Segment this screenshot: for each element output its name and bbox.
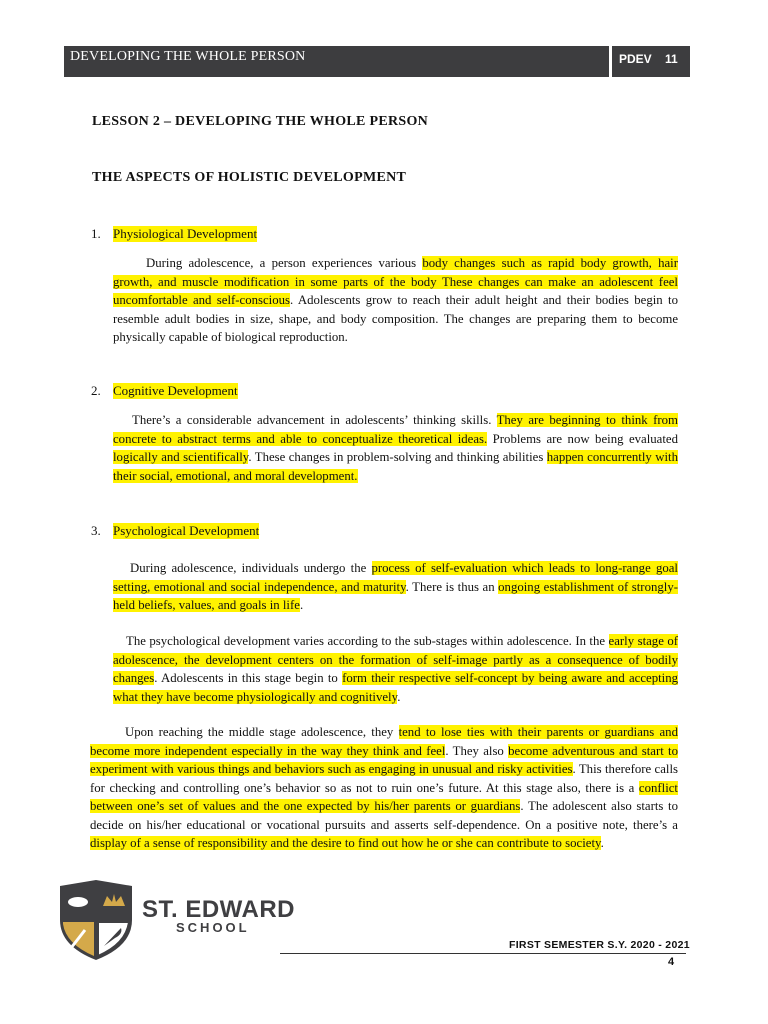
- body-text: . This therefore calls for checking and controlling one’s behavior so as not to ruin one’s future. At this stage also, there is a: [90, 762, 679, 795]
- body-text: .: [299, 598, 304, 612]
- header-divider: [609, 46, 612, 77]
- body-text: . Adolescents grow to reach their adult height and their bodies begin to resemble adult bodies in size, shape, and body composition. The changes are preparing them to become physically capable of biological reproduction.: [113, 293, 678, 344]
- header-bar: [64, 46, 690, 77]
- header-title: DEVELOPING THE WHOLE PERSON: [70, 49, 306, 64]
- section-number: 1.: [91, 226, 101, 241]
- paragraph: [113, 559, 678, 615]
- highlighted-text: tend to lose ties with their parents or guardians and become more independent especially in the way they think and feel: [90, 725, 678, 758]
- body-text: . The adolescent also starts to decide on his/her educational or vocational pursuits and asserts self-dependence. On a positive note, there’s a: [90, 799, 678, 832]
- body-text: . These changes in problem-solving and thinking abilities: [248, 450, 547, 464]
- school-name: ST. EDWARD: [142, 896, 296, 923]
- section-title: Cognitive Development: [113, 383, 238, 398]
- footer-divider: [280, 953, 686, 954]
- paragraph: [113, 632, 678, 706]
- body-text: The psychological development varies according to the sub-stages within adolescence. In the: [126, 634, 609, 648]
- highlighted-text: display of a sense of responsibility and the desire to find out how he or she can contribute to society: [90, 836, 601, 850]
- school-subtitle: SCHOOL: [176, 920, 250, 935]
- highlighted-text: body changes such as rapid body growth, hair growth, and muscle modification in some parts of the body These changes can make an adolescent feel uncomfortable and self-conscious: [113, 256, 678, 307]
- section-number: 3.: [91, 523, 101, 538]
- school-crest-icon: [57, 880, 135, 960]
- body-text: During adolescence, a person experiences various: [146, 256, 423, 270]
- body-text: . There is thus an: [405, 579, 499, 594]
- body-text: . They also: [445, 743, 509, 758]
- highlighted-text: early stage of adolescence, the development centers on the formation of self-image partly as a consequence of bodily changes: [113, 634, 679, 685]
- body-text: Problems are now being evaluated: [487, 431, 678, 446]
- highlighted-text: become adventurous and start to experiment with various things and behaviors such as engaging in unusual and risky activities: [90, 743, 678, 776]
- paragraph: [113, 254, 678, 347]
- highlighted-text: logically and scientifically: [113, 450, 249, 464]
- section-title: Physiological Development: [113, 226, 258, 241]
- paragraph: [113, 411, 678, 485]
- highlighted-text: happen concurrently with their social, emotional, and moral development.: [113, 450, 678, 483]
- highlighted-text: form their respective self-concept by being aware and accepting what they have become physiologically and cognitively: [113, 671, 679, 704]
- paragraph: [90, 723, 678, 853]
- highlighted-text: conflict between one’s set of values and the one expected by his/her parents or guardians: [90, 780, 678, 813]
- lesson-title: LESSON 2 – DEVELOPING THE WHOLE PERSON: [92, 114, 429, 129]
- body-text: . Adolescents in this stage begin to: [154, 671, 343, 685]
- body-text: Upon reaching the middle stage adolescence, they: [125, 725, 399, 739]
- course-code: PDEV 11: [619, 52, 678, 66]
- section-number: 2.: [91, 383, 101, 398]
- highlighted-text: ongoing establishment of strongly-held beliefs, values, and goals in life: [113, 579, 678, 612]
- page-number: 4: [668, 956, 675, 968]
- body-text: .: [397, 689, 401, 704]
- highlighted-text: process of self-evaluation which leads to long-range goal setting, emotional and social independence, and maturity: [113, 561, 678, 594]
- highlighted-text: They are beginning to think from concrete to abstract terms and able to conceptualize theoretical ideas.: [113, 413, 678, 446]
- semester-label: FIRST SEMESTER S.Y. 2020 - 2021: [509, 939, 690, 951]
- body-text: There’s a considerable advancement in adolescents’ thinking skills.: [132, 413, 497, 427]
- section-title: Psychological Development: [113, 523, 260, 538]
- aspects-title: THE ASPECTS OF HOLISTIC DEVELOPMENT: [92, 170, 407, 185]
- body-text: During adolescence, individuals undergo the: [130, 561, 372, 575]
- body-text: .: [600, 836, 604, 850]
